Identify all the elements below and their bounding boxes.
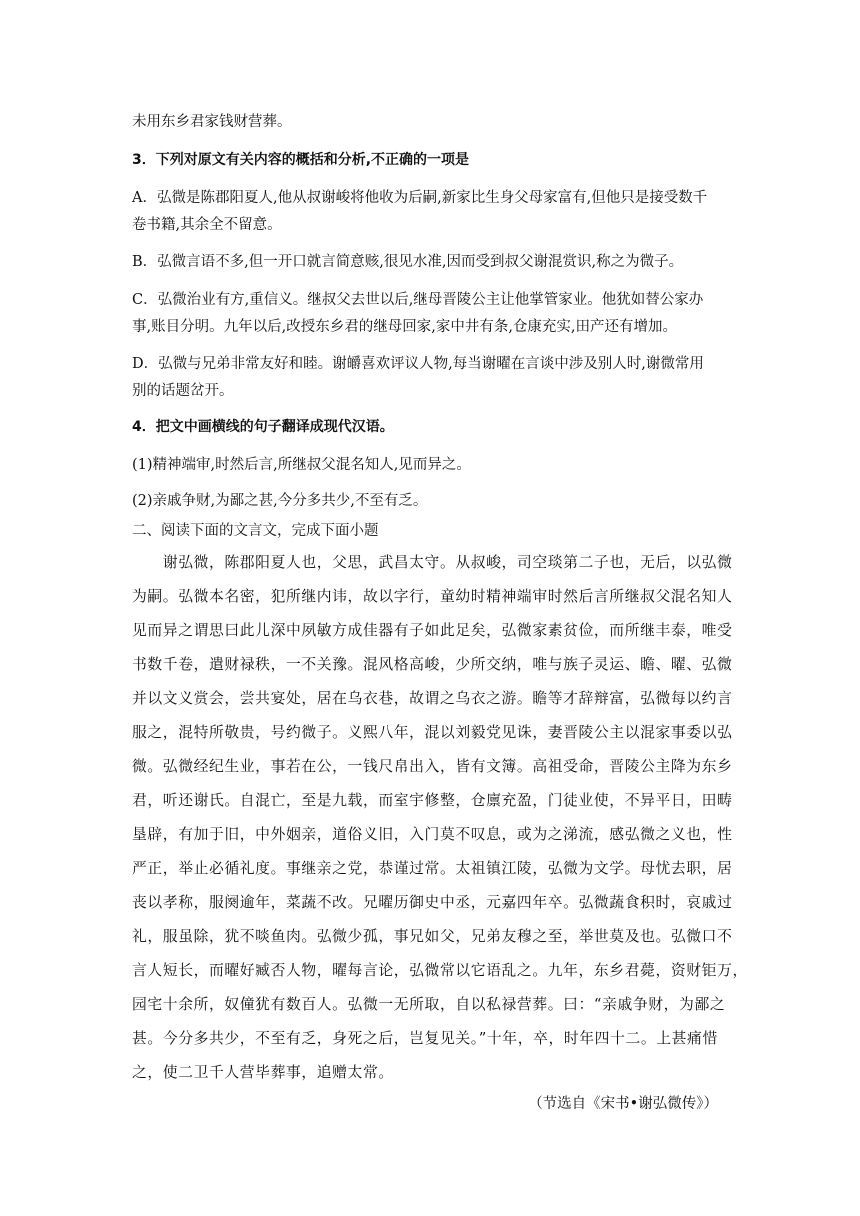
passage-line: 服之，混特所敬贵，号约微子。义熙八年，混以刘毅党见诛，妻晋陵公主以混家事委以弘 xyxy=(132,724,733,741)
passage-line: 垦辟，有加于旧，中外姻亲，道俗义旧，入门莫不叹息，或为之涕流，感弘微之义也，性 xyxy=(132,826,733,843)
option-a-line-1: A．弘微是陈郡阳夏人,他从叔谢峻将他收为后嗣,新家比生身父母家富有,但他只是接受数千 xyxy=(132,190,708,206)
passage-line: 为嗣。弘微本名密，犯所继内讳，故以字行，童幼时精神端审时然后言所继叔父混名知人 xyxy=(132,588,733,605)
passage-line: 微。弘微经纪生业，事若在公，一钱尺帛出入，皆有文簿。高祖受命，晋陵公主降为东乡 xyxy=(132,758,733,775)
question-3-stem: 3．下列对原文有关内容的概括和分析,不正确的一项是 xyxy=(132,152,470,168)
option-d-line-1: D．弘微与兄弟非常友好和睦。谢皭喜欢评议人物,每当谢曜在言谈中涉及别人时,谢微常用 xyxy=(132,356,704,372)
option-b: B．弘微言语不多,但一开口就言简意赅,很见水准,因而受到叔父谢混赏识,称之为微子。 xyxy=(132,254,684,270)
translation-item-2: (2)亲戚争财,为鄙之甚,今分多共少,不至有乏。 xyxy=(132,493,428,509)
passage-line: 书数千卷，遣财禄秩，一不关豫。混风格高峻，少所交纳，唯与族子灵运、瞻、曜、弘微 xyxy=(132,656,733,673)
passage-line: 君，听还谢氏。自混亡，至是九载，而室宇修整，仓廪充盈，门徒业使，不异平日，田畴 xyxy=(132,792,733,809)
translation-item-1: (1)精神端审,时然后言,所继叔父混名知人,见而异之。 xyxy=(132,457,471,473)
option-c-line-2: 事,账目分明。九年以后,改授东乡君的继母回家,家中井有条,仓康充实,田产还有增加。 xyxy=(132,319,678,335)
passage-line: 甚。今分多共少，不至有乏，身死之后，岂复见关。”十年，卒，时年四十二。上甚痛惜 xyxy=(132,1030,718,1047)
option-a-line-2: 卷书籍,其余全不留意。 xyxy=(132,217,282,233)
passage-line: 见而异之谓思曰此儿深中夙敏方成佳器有子如此足矣，弘微家素贫俭，而所继丰泰，唯受 xyxy=(132,622,733,639)
passage-line: 礼，服虽除，犹不啖鱼肉。弘微少孤，事兄如父，兄弟友穆之至，举世莫及也。弘微口不 xyxy=(132,928,733,945)
option-c-line-1: C．弘微治业有方,重信义。继叔父去世以后,继母晋陵公主让他掌管家业。他犹如替公家办 xyxy=(132,292,704,308)
passage-line: 言人短长，而曜好臧否人物，曜每言论，弘微常以它语乱之。九年，东乡君薨，资财钜万， xyxy=(132,962,748,979)
passage-line: 并以文义赏会，尝共宴处，居在乌衣巷，故谓之乌衣之游。瞻等才辞辩富，弘微每以约言 xyxy=(132,690,733,707)
passage-line: 谢弘微，陈郡阳夏人也，父思，武昌太守。从叔峻，司空琰第二子也，无后，以弘微 xyxy=(132,554,733,571)
question-4-stem: 4．把文中画横线的句子翻译成现代汉语。 xyxy=(132,419,394,435)
option-d-line-2: 别的话题岔开。 xyxy=(132,383,234,399)
passage-line: 之，使二卫千人营毕葬事，追赠太常。 xyxy=(132,1064,394,1081)
source-citation: （节选自《宋书•谢弘微传》） xyxy=(528,1096,718,1112)
passage-line: 严正，举止必循礼度。事继亲之党，恭谨过常。太祖镇江陵，弘微为文学。母忧去职，居 xyxy=(132,860,733,877)
passage-line: 丧以孝称，服阕逾年，菜蔬不改。兄曜历御史中丞，元嘉四年卒。弘微蔬食积时，哀戚过 xyxy=(132,894,733,911)
passage-line: 园宅十余所，奴僮犹有数百人。弘微一无所取，自以私禄营葬。曰：“亲戚争财，为鄙之 xyxy=(132,996,726,1013)
section-heading: 二、阅读下面的文言文，完成下面小题 xyxy=(132,523,379,539)
text-line: 未用东乡君家钱财营葬。 xyxy=(132,114,292,130)
